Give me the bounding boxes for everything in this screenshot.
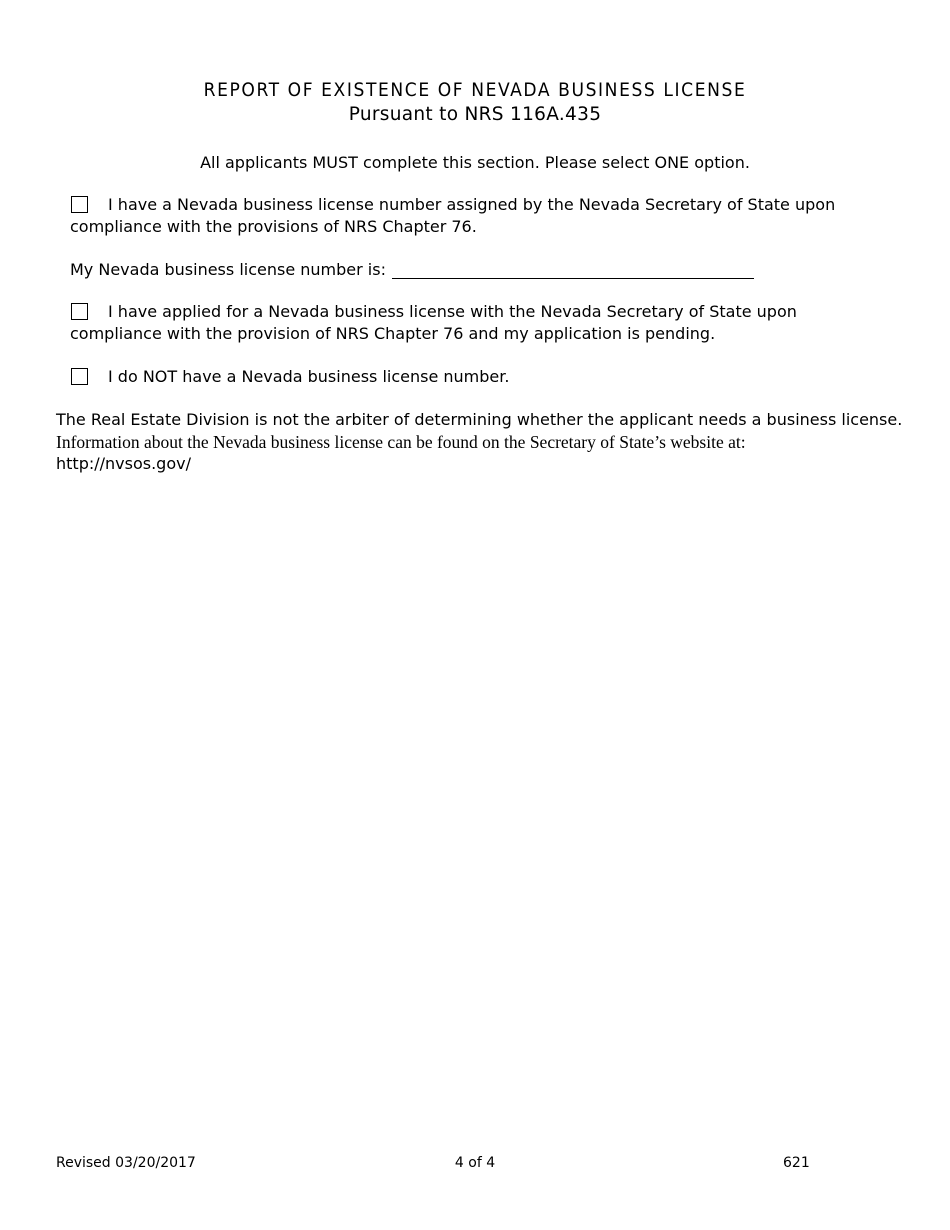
option-no-license-label: I do NOT have a Nevada business license number. [108,367,510,386]
footer-form-number: 621 [783,1155,810,1171]
license-number-label: My Nevada business license number is: [70,260,386,279]
option-application-pending-label: I have applied for a Nevada business license with the Nevada Secretary of State upon compliance with the provision of NRS Chapter 76 and my application is pending. [70,302,797,343]
note-line-2: Information about the Nevada business license can be found on the Secretary of State’s website at: [56,432,746,452]
has-license-checkbox[interactable] [71,196,88,213]
page-subtitle: Pursuant to NRS 116A.435 [348,104,602,125]
option-has-license-label: I have a Nevada business license number assigned by the Nevada Secretary of State upon compliance with the provisions of NRS Chapter 76. [70,195,836,236]
license-number-field[interactable] [392,263,754,279]
footer-page-number: 4 of 4 [454,1155,496,1171]
license-number-row [70,259,754,281]
instruction-text: All applicants MUST complete this section. Please select ONE option. [200,153,750,172]
option-has-license [70,194,890,238]
note-line-1: The Real Estate Division is not the arbiter of determining whether the applicant needs a business license. [56,410,903,429]
option-application-pending [70,301,890,345]
application-pending-checkbox[interactable] [71,303,88,320]
option-no-license [70,366,890,388]
no-license-checkbox[interactable] [71,368,88,385]
sos-website-link[interactable]: http://nvsos.gov/ [56,454,191,473]
business-license-note [56,409,916,475]
footer-revised-date: Revised 03/20/2017 [56,1155,196,1171]
page-title: REPORT OF EXISTENCE OF NEVADA BUSINESS LICENSE [203,79,747,101]
